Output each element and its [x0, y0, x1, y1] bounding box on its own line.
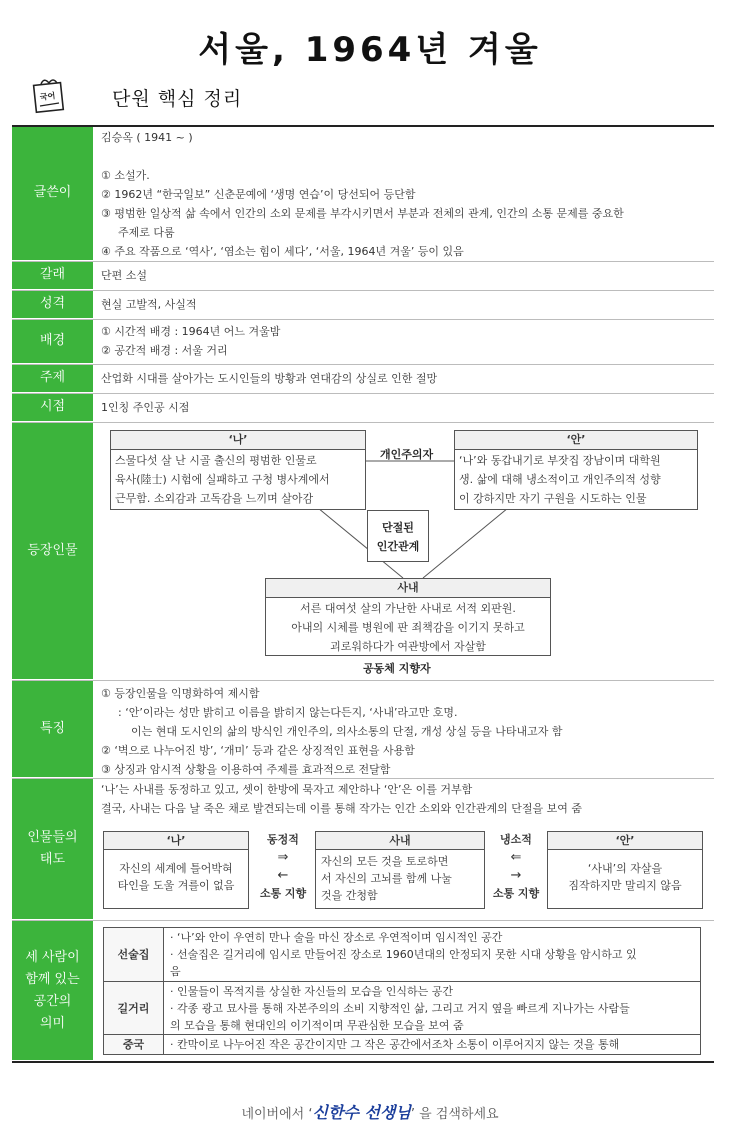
- label-communication-right: 소통 지향: [492, 887, 540, 900]
- character-desc-line: ‘나’와 동갑내기로 부잣집 장남이며 대학원: [459, 454, 661, 467]
- label-attitude: [12, 779, 93, 920]
- space-line: · 칸막이로 나누어진 작은 공간이지만 그 작은 공간에서조차 소통이 이루어지지 않는 것을 통해: [170, 1038, 620, 1051]
- attitude-desc-na: [104, 850, 248, 897]
- character-box-an: [454, 430, 698, 510]
- row-attitude: [12, 779, 714, 921]
- attitude-desc-sanae: [316, 850, 484, 907]
- space-row: [104, 1035, 701, 1055]
- label-characters: 등장인물: [12, 423, 93, 680]
- feature-line: 이는 현대 도시인의 삶의 방식인 개인주의, 의사소통의 단절, 개성 상실 등을 나타내고자 함: [131, 725, 563, 738]
- character-desc-line: 근무함. 소외감과 고독감을 느끼며 살아감: [115, 492, 314, 505]
- label-pov: 시점: [12, 394, 93, 422]
- space-line: 음: [170, 965, 181, 978]
- center-box: [367, 510, 429, 562]
- label-space-line: 의미: [39, 1015, 66, 1031]
- center-label-1: 단절된: [382, 521, 414, 534]
- character-desc-line: 스물다섯 살 난 시골 출신의 평범한 인물로: [115, 454, 317, 467]
- space-line: · 인물들이 목적지를 상실한 자신들의 모습을 인식하는 공간: [170, 984, 453, 998]
- character-desc-sanae: [266, 598, 550, 657]
- footer-suffix: ’ 을 검색하세요: [410, 1107, 499, 1122]
- footer: [0, 1100, 740, 1123]
- attitude-title-an: ‘안’: [548, 832, 702, 850]
- attitude-desc-line: 서 자신의 고뇌를 함께 나눌: [321, 872, 452, 885]
- character-desc-line: 생. 삶에 대해 냉소적이고 개인주의적 성향: [459, 473, 661, 486]
- character-type-value: [93, 291, 714, 319]
- character-desc-line: 이 강하지만 자기 구원을 시도하는 인물: [459, 492, 647, 505]
- author-name: 김승옥 ( 1941 ~ ): [101, 131, 193, 144]
- footer-prefix: 네이버에서 ‘: [241, 1107, 313, 1122]
- row-setting: [12, 320, 714, 365]
- space-value: [164, 982, 701, 1035]
- character-desc-line: 육사(陸士) 시험에 실패하고 구청 병사계에서: [115, 473, 330, 486]
- setting-value: [93, 320, 714, 364]
- label-space-line: 세 사람이: [25, 949, 80, 965]
- space-line: · ‘나’와 안이 우연히 만나 술을 마신 장소로 우연적이며 임시적인 공간: [170, 931, 503, 944]
- attitude-desc-line: ‘사내’의 자살을: [587, 862, 663, 875]
- attitude-intro: 결국, 사내는 다음 날 죽은 채로 발견되는데 이를 통해 작가는 인간 소외와 인간관계의 단절을 보여 줌: [101, 802, 582, 815]
- author-item: ① 소설가.: [101, 169, 150, 182]
- subtitle-bar: [30, 76, 720, 120]
- attitude-title-na: ‘나’: [104, 832, 248, 850]
- label-individualist: 개인주의자: [380, 448, 434, 461]
- space-line: · 각종 광고 묘사를 통해 자본주의의 소비 지향적인 삶, 그리고 거지 옆을 빠르게 지나가는 사람들: [170, 1001, 630, 1015]
- feature-line: ③ 상징과 암시적 상황을 이용하여 주제를 효과적으로 전달함: [101, 763, 391, 776]
- attitude-box-na: [103, 831, 249, 909]
- author-item: 주제로 다룸: [118, 226, 175, 239]
- character-box-sanae: [265, 578, 551, 656]
- attitude-desc-line: 것을 간청함: [321, 889, 378, 902]
- genre-text: 단편 소설: [101, 269, 148, 282]
- space-line: · 선술집은 길거리에 임시로 만들어진 장소로 1960년대의 안정되지 못한 시대 상황을 암시하고 있: [170, 948, 637, 961]
- character-desc-line: 서른 대여섯 살의 가난한 사내로 서적 외판원.: [300, 602, 516, 615]
- feature-line: : ‘안’이라는 성만 밝히고 이름을 밝히지 않는다든지, ‘사내’라고만 호명.: [118, 706, 458, 719]
- page-title: 서울, 1964년 겨울: [198, 30, 542, 70]
- space-value: [164, 928, 701, 982]
- theme-text: 산업화 시대를 살아가는 도시인들의 방황과 연대감의 상실로 인한 절망: [101, 372, 438, 385]
- row-space: [12, 921, 714, 1061]
- pov-text: 1인칭 주인공 시점: [101, 401, 190, 414]
- label-theme: 주제: [12, 365, 93, 393]
- label-space-line: 함께 있는: [25, 971, 80, 987]
- attitude-desc-line: 짐작하지만 말리지 않음: [568, 879, 682, 892]
- space-content: [93, 921, 714, 1061]
- label-attitude-line: 인물들의: [27, 829, 78, 845]
- notebook-icon: [32, 76, 66, 114]
- features-content: [93, 681, 714, 778]
- character-desc-line: 아내의 시체를 병원에 판 죄책감을 이기지 못하고: [291, 621, 525, 634]
- notebook-label: 국어: [39, 91, 56, 102]
- row-pov: [12, 394, 714, 423]
- row-characters: [12, 423, 714, 681]
- character-box-na: [110, 430, 366, 510]
- label-community: 공동체 지향자: [363, 662, 431, 675]
- section-subtitle: 단원 핵심 정리: [112, 88, 243, 110]
- attitude-intro: ‘나’는 사내를 동정하고 있고, 셋이 한방에 묵자고 제안하나 ‘안’은 이를 거부함: [101, 783, 473, 796]
- label-genre: 갈래: [12, 262, 93, 290]
- footer-brand: 신한수 선생님: [312, 1103, 411, 1122]
- character-title-na: ‘나’: [111, 431, 365, 450]
- attitude-desc-line: 자신의 모든 것을 토로하면: [321, 855, 449, 868]
- arrow-left: [251, 831, 315, 903]
- row-features: [12, 681, 714, 779]
- author-item: ② 1962년 “한국일보” 신춘문예에 ‘생명 연습’이 당선되어 등단함: [101, 188, 416, 201]
- arrow-right-icon: →: [510, 868, 522, 883]
- character-desc-na: [111, 450, 365, 509]
- characters-diagram: [93, 423, 714, 680]
- space-key: 선술집: [104, 928, 164, 982]
- arrow-left-icon: ←: [277, 868, 289, 883]
- label-space: [12, 921, 93, 1061]
- attitude-desc-line: 타인을 도울 겨를이 없음: [117, 879, 235, 892]
- label-features: 특징: [12, 681, 93, 778]
- row-character-type: [12, 291, 714, 320]
- row-genre: [12, 262, 714, 291]
- label-character-type: 성격: [12, 291, 93, 319]
- feature-line: ② ‘벽으로 나누어진 방’, ‘개미’ 등과 같은 상징적인 표현을 사용함: [101, 744, 415, 757]
- label-author: 글쓴이: [12, 127, 93, 261]
- author-item: ④ 주요 작품으로 ‘역사’, ‘염소는 힘이 세다’, ‘서울, 1964년 겨울’ 등이 있음: [101, 245, 464, 258]
- genre-value: [93, 262, 714, 290]
- label-space-line: 공간의: [33, 993, 72, 1009]
- label-cynical: 냉소적: [500, 833, 532, 846]
- attitude-content: [93, 779, 714, 920]
- character-title-sanae: 사내: [266, 579, 550, 598]
- setting-time: ① 시간적 배경 : 1964년 어느 겨울밤: [101, 325, 281, 338]
- summary-table: [12, 125, 714, 1063]
- attitude-box-an: [547, 831, 703, 909]
- attitude-desc-line: 자신의 세계에 틀어박혀: [119, 862, 233, 875]
- arrow-right-icon: ⇒: [277, 850, 289, 865]
- character-desc-an: [455, 450, 697, 509]
- double-arrow-left-icon: ⇐: [510, 850, 522, 865]
- theme-value: [93, 365, 714, 393]
- attitude-box-sanae: [315, 831, 485, 909]
- character-title-an: ‘안’: [455, 431, 697, 450]
- pov-value: [93, 394, 714, 422]
- arrow-right: [485, 831, 547, 903]
- space-line: 의 모습을 통해 현대인의 이기적이며 무관심한 모습을 보여 줌: [170, 1018, 464, 1032]
- label-setting: 배경: [12, 320, 93, 364]
- row-theme: [12, 365, 714, 394]
- label-attitude-line: 태도: [39, 852, 66, 867]
- author-content: [93, 127, 714, 261]
- label-communication-left: 소통 지향: [259, 887, 307, 900]
- label-sympathetic: 동정적: [267, 833, 299, 846]
- space-table: [103, 927, 701, 1055]
- row-author: [12, 127, 714, 262]
- space-key: 길거리: [104, 982, 164, 1035]
- space-key: 중국: [104, 1035, 164, 1055]
- attitude-desc-an: [548, 850, 702, 897]
- space-row: [104, 982, 701, 1035]
- space-value: [164, 1035, 701, 1055]
- space-row: [104, 928, 701, 982]
- feature-line: ① 등장인물을 익명화하여 제시함: [101, 687, 260, 700]
- attitude-title-sanae: 사내: [316, 832, 484, 850]
- author-item: ③ 평범한 일상적 삶 속에서 인간의 소외 문제를 부각시키면서 부분과 전체의 관계, 인간의 소통 문제를 중요한: [101, 207, 624, 220]
- center-label-2: 인간관계: [376, 540, 420, 553]
- character-type-text: 현실 고발적, 사실적: [101, 298, 197, 311]
- setting-place: ② 공간적 배경 : 서울 거리: [101, 344, 228, 357]
- character-desc-line: 괴로워하다가 여관방에서 자살함: [330, 640, 486, 653]
